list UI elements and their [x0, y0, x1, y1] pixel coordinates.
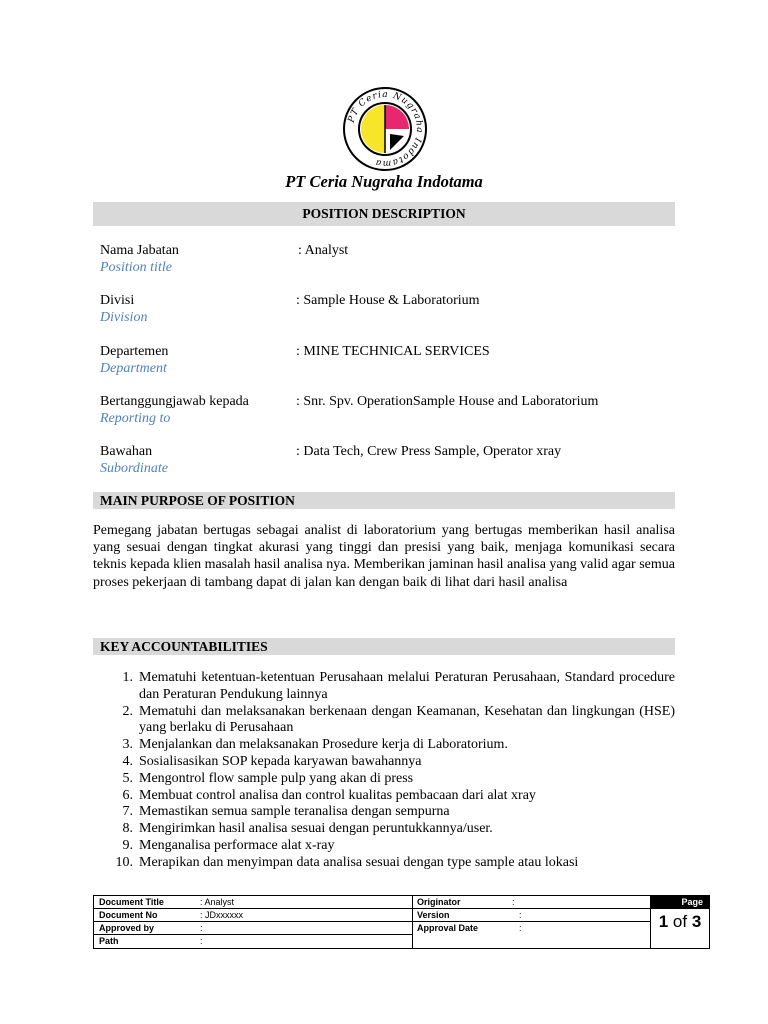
list-text: Memastikan semua sample teranalisa dengan sempurna: [139, 804, 450, 820]
approved-by-label: Approved by: [99, 923, 155, 933]
list-item: [93, 838, 675, 855]
field-label: Divisi: [100, 293, 135, 308]
approval-date-value: :: [519, 923, 522, 933]
field-value: : MINE TECHNICAL SERVICES: [296, 344, 490, 359]
section-position-description: POSITION DESCRIPTION: [93, 202, 675, 226]
approval-date-label: Approval Date: [417, 923, 479, 933]
list-item: [93, 670, 675, 704]
divider: [94, 934, 412, 935]
field-value: : Sample House & Laboratorium: [296, 293, 480, 308]
document-no-value: : JDxxxxxx: [200, 910, 244, 920]
document-title-label: Document Title: [99, 897, 164, 907]
purpose-paragraph: Pemegang jabatan bertugas sebagai analist di laboratorium yang bertugas memberikan hasil analisa yang sesuai dengan tingkat akurasi yang tinggi dan presisi yang baik, menjaga komunikasi secara teknis kepada klien masalah hasil analisa nya. Memberikan jaminan hasil analisa yang valid agar semua proses pekerjaan di tambang dapat di jalan kan dengan baik di lihat dari hasil analisa: [93, 523, 675, 590]
list-number: 8.: [122, 821, 133, 837]
list-number: 10.: [115, 854, 133, 870]
document-no-label: Document No: [99, 910, 158, 920]
accountabilities-list: [93, 670, 675, 872]
version-label: Version: [417, 910, 450, 920]
field-label: Bawahan: [100, 444, 153, 459]
section-main-purpose: MAIN PURPOSE OF POSITION: [93, 492, 675, 509]
company-logo: [342, 86, 428, 172]
divider: [412, 896, 413, 948]
list-number: 6.: [122, 787, 133, 803]
list-text: Mematuhi ketentuan-ketentuan Perusahaan melalui Peraturan Perusahaan, Standard procedure dan Peraturan Pendukung lainnya: [139, 670, 675, 702]
field-subordinate: [100, 443, 680, 477]
page-number-box: [651, 896, 709, 948]
list-item: [93, 754, 675, 771]
field-label-en: Department: [100, 361, 167, 376]
field-division: [100, 292, 680, 326]
company-name: PT Ceria Nugraha Indotama: [285, 172, 483, 191]
path-label: Path: [99, 936, 119, 946]
list-item: [93, 737, 675, 754]
page-number: [651, 911, 709, 933]
field-label: Bertanggungjawab kepada: [100, 394, 249, 409]
field-label-en: Reporting to: [100, 411, 171, 426]
page-total: 3: [691, 912, 702, 931]
field-value: : Data Tech, Crew Press Sample, Operator xray: [296, 444, 562, 459]
divider: [94, 921, 650, 922]
approved-by-value: :: [200, 923, 203, 933]
page-label: Page: [651, 896, 709, 909]
list-item: [93, 855, 675, 872]
list-number: 3.: [122, 737, 133, 753]
list-number: 1.: [122, 670, 133, 685]
field-label-en: Subordinate: [100, 461, 168, 476]
field-label-en: Position title: [100, 260, 172, 275]
field-department: [100, 343, 680, 377]
list-text: Menganalisa performace alat x-ray: [139, 837, 335, 853]
list-number: 2.: [122, 703, 133, 719]
path-value: :: [200, 936, 203, 946]
field-value: : Analyst: [298, 243, 349, 258]
field-label: Nama Jabatan: [100, 243, 179, 258]
list-number: 4.: [122, 753, 133, 769]
page-of: of: [672, 912, 688, 931]
list-text: Menjalankan dan melaksanakan Prosedure kerja di Laboratorium.: [139, 737, 508, 753]
field-label-en: Division: [100, 310, 148, 325]
originator-value: :: [512, 897, 515, 907]
list-item: [93, 788, 675, 805]
list-text: Mematuhi dan melaksanakan berkenaan dengan Keamanan, Kesehatan dan lingkungan (HSE) yang berlaku di Perusahaan: [139, 703, 675, 736]
list-item: [93, 771, 675, 788]
field-position-title: [100, 242, 680, 276]
field-reporting-to: [100, 393, 680, 427]
list-text: Mengirimkan hasil analisa sesuai dengan peruntukkannya/user.: [139, 821, 493, 837]
list-text: Mengontrol flow sample pulp yang akan di press: [139, 770, 414, 786]
document-title-value: : Analyst: [200, 897, 235, 907]
list-number: 7.: [122, 804, 133, 820]
section-key-accountabilities: KEY ACCOUNTABILITIES: [93, 638, 675, 655]
field-value: : Snr. Spv. OperationSample House and Laboratorium: [296, 394, 599, 409]
page-current: 1: [658, 912, 669, 931]
list-text: Merapikan dan menyimpan data analisa sesuai dengan type sample atau lokasi: [139, 854, 579, 870]
list-text: Sosialisasikan SOP kepada karyawan bawahannya: [139, 753, 422, 769]
document-footer-table: [93, 895, 710, 949]
field-label: Departemen: [100, 344, 169, 359]
divider: [94, 908, 650, 909]
version-value: :: [519, 910, 522, 920]
originator-label: Originator: [417, 897, 461, 907]
list-number: 5.: [122, 770, 133, 786]
list-number: 9.: [122, 837, 133, 853]
list-text: Membuat control analisa dan control kualitas pembacaan dari alat xray: [139, 787, 536, 803]
logo-ring-text: PT Ceria Nugraha Indotama: [346, 89, 425, 169]
list-item: [93, 704, 675, 738]
list-item: [93, 804, 675, 821]
list-item: [93, 821, 675, 838]
